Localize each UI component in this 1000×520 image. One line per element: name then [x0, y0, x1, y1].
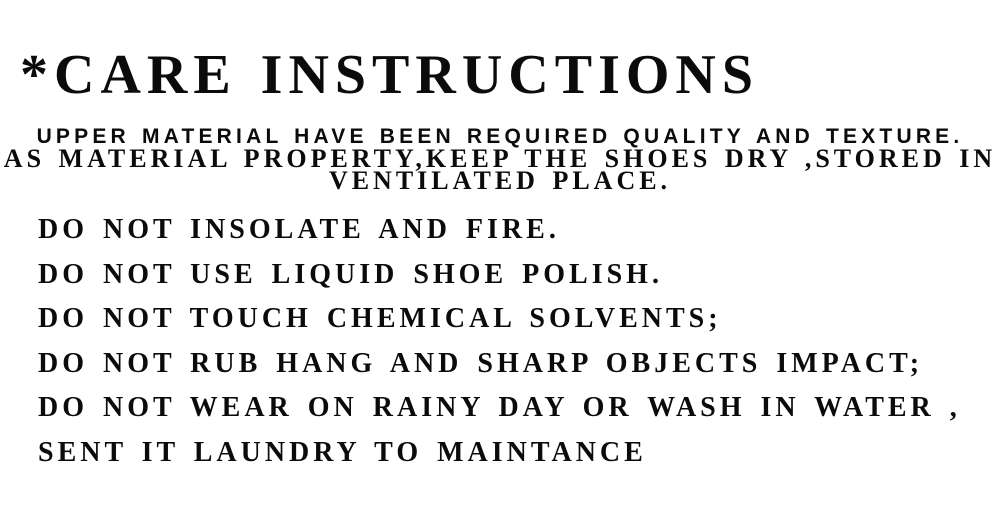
instruction-list: [38, 208, 961, 476]
material-notice-line-3: VENTILATED PLACE.: [328, 166, 672, 195]
instruction-item-rainy-day: DO NOT WEAR ON RAINY DAY OR WASH IN WATER ,: [38, 392, 961, 424]
material-notice-line-2: AS MATERIAL PROPERTY,KEEP THE SHOES DRY ,STORED IN: [3, 144, 997, 173]
instruction-item-insolate: DO NOT INSOLATE AND FIRE.: [38, 214, 560, 245]
material-notice-paragraph: [0, 125, 1000, 195]
instruction-item-shoe-polish: DO NOT USE LIQUID SHOE POLISH.: [38, 258, 663, 290]
instruction-item-laundry: SENT IT LAUNDRY TO MAINTANCE: [38, 436, 647, 468]
instruction-item-sharp-objects: DO NOT RUB HANG AND SHARP OBJECTS IMPACT;: [38, 347, 924, 379]
instruction-item-chemical-solvents: DO NOT TOUCH CHEMICAL SOLVENTS;: [38, 303, 722, 335]
care-instructions-title: *CARE INSTRUCTIONS: [20, 44, 760, 106]
material-notice-line-1: UPPER MATERIAL HAVE BEEN REQUIRED QUALITY AND TEXTURE.: [36, 125, 964, 148]
